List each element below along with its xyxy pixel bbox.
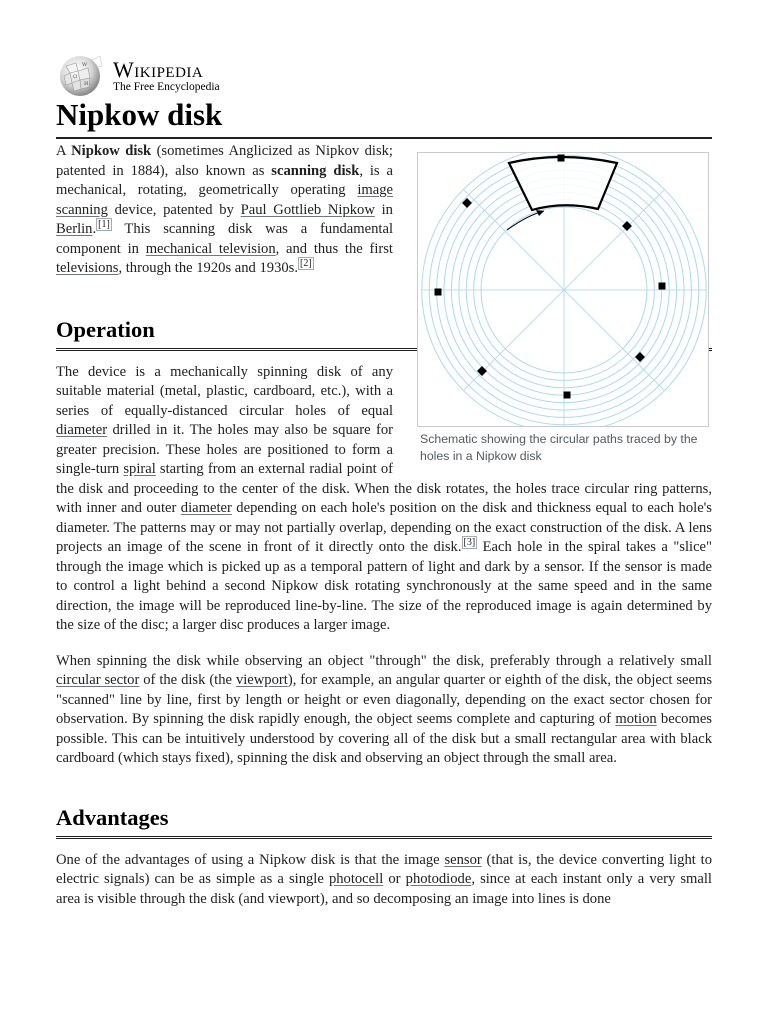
viewport-frame [509, 157, 617, 210]
text-run: , since at each instant only a very small area is visible through the disk (and viewport), and so decomposing an image into lines is done [56, 871, 712, 907]
wikipedia-globe-logo[interactable] [56, 54, 104, 98]
figure-caption: Schematic showing the circular paths traced by the holes in a Nipkow disk [420, 432, 698, 463]
figure-image-frame[interactable] [417, 152, 709, 427]
paragraph-gap [56, 636, 712, 652]
text-run: . [92, 221, 97, 237]
link-viewport[interactable]: viewport [235, 672, 288, 688]
text-run: depending on each hole's position on the disk and thickness equal to each hole's diameter. The patterns may or may not partially overlap, depending on the exact construction of the disk. A lens projects an image of the scene in front of it directly onto the disk. [56, 500, 712, 555]
text-run: ), for example, an angular quarter or eighth of the disk, the object seems "scanned" line by line, first by length or height or even diagonally, depending on the exact sector chosen for observation. By spinning the disk rapidly enough, the object seems complete and capturing of [56, 672, 712, 727]
link-circular-sector[interactable]: circular sector [56, 672, 140, 688]
text-run: of the disk (the [139, 672, 236, 688]
disk-hole [659, 283, 666, 290]
link-photocell[interactable]: photocell [328, 871, 384, 887]
text-run: or [383, 871, 406, 887]
site-header [56, 54, 220, 98]
citation [462, 536, 478, 549]
link-sensor[interactable]: sensor [444, 851, 482, 868]
text-run: Each hole in the spiral takes a "slice" through the image which is picked up as a temporal pattern of light and dark by a sensor. If the sensor is made to control a light behind a second Nipkow disk rotating synchronously at the same speed and in the same direction, the image will be reproduced line-by-line. The size of the reproduced image is again determined by the size of the disc; a larger disc produces a larger image. [56, 539, 712, 633]
text-run: (that is, the device converting light to electric signals) can be as simple as a single [56, 851, 712, 887]
svg-text:Ω: Ω [73, 74, 78, 80]
text-run: starting from an external radial point of the disk and proceeding to the center of the disk. When the disk rotates, the holes trace circular ring patterns, with inner and outer [56, 461, 712, 516]
citation [298, 257, 314, 270]
text-run: in [374, 201, 393, 218]
disk-hole [564, 392, 571, 399]
text-run: A [56, 143, 72, 159]
bold-term: scanning disk [271, 162, 360, 179]
wordmark-title: Wikipedia [113, 56, 204, 82]
text-run: This scanning disk was a fundamental component in [56, 221, 393, 257]
disk-spoke [564, 290, 664, 390]
disk-spoke [464, 290, 564, 390]
citation-link-2[interactable]: [2] [300, 258, 312, 270]
text-run: device, patented by [107, 201, 241, 218]
link-mechanical-television[interactable]: mechanical television [145, 240, 276, 257]
link-spiral[interactable]: spiral [123, 461, 156, 477]
disk-hole [435, 289, 442, 296]
text-run: becomes possible. This can be intuitively understood by covering all of the disk but a small rectangular area with black cardboard (which stays fixed), spinning the disk and observing an object through the small area. [56, 711, 712, 766]
text-run: drilled in it. The holes may also be square for greater precision. These holes are positioned to form a single-turn [56, 422, 393, 477]
link-motion[interactable]: motion [615, 711, 657, 727]
wordmark[interactable] [113, 56, 220, 94]
wordmark-tagline: The Free Encyclopedia [113, 80, 220, 93]
figure [417, 152, 712, 465]
link-berlin[interactable]: Berlin [56, 221, 93, 237]
nipkow-disk-schematic [418, 153, 708, 426]
link-televisions[interactable]: televisions [56, 260, 119, 276]
text-run: , through the 1920s and 1930s. [118, 260, 299, 276]
text-run: (sometimes Anglicized as Nipkov disk; patented in 1884), also known as [56, 143, 393, 179]
section-heading-operation: Operation [56, 315, 712, 351]
bold-term: Nipkow disk [71, 143, 152, 159]
text-run: , and thus the first [275, 240, 393, 257]
text-run: , is a mechanical, rotating, geometrically operating [56, 162, 393, 198]
link-diameter[interactable]: diameter [180, 500, 232, 516]
citation-link-3[interactable]: [3] [463, 537, 476, 549]
advantages-paragraph-1 [56, 851, 712, 910]
text-run: The device is a mechanically spinning disk of any suitable material (metal, plastic, cardboard, etc.), with a series of equally-distanced circular holes of equal [56, 363, 393, 419]
svg-text:И: И [84, 81, 89, 87]
link-paul-gottlieb-nipkow[interactable]: Paul Gottlieb Nipkow [240, 201, 375, 218]
page-title: Nipkow disk [56, 95, 712, 139]
operation-paragraph-2 [56, 652, 712, 769]
link-image-scanning[interactable]: image scanning [56, 182, 393, 218]
link-photodiode[interactable]: photodiode [405, 871, 472, 887]
text-run: One of the advantages of using a Nipkow disk is that the image [56, 851, 445, 868]
svg-text:W: W [82, 62, 88, 68]
link-diameter[interactable]: diameter [56, 422, 108, 438]
disk-hole [558, 155, 565, 162]
article-body [56, 142, 712, 909]
citation-link-1[interactable]: [1] [98, 219, 110, 231]
disk-hole [635, 352, 645, 362]
text-run: When spinning the disk while observing an object "through" the disk, preferably through a relatively small [56, 652, 712, 669]
section-heading-advantages: Advantages [56, 803, 712, 839]
citation [96, 218, 112, 231]
